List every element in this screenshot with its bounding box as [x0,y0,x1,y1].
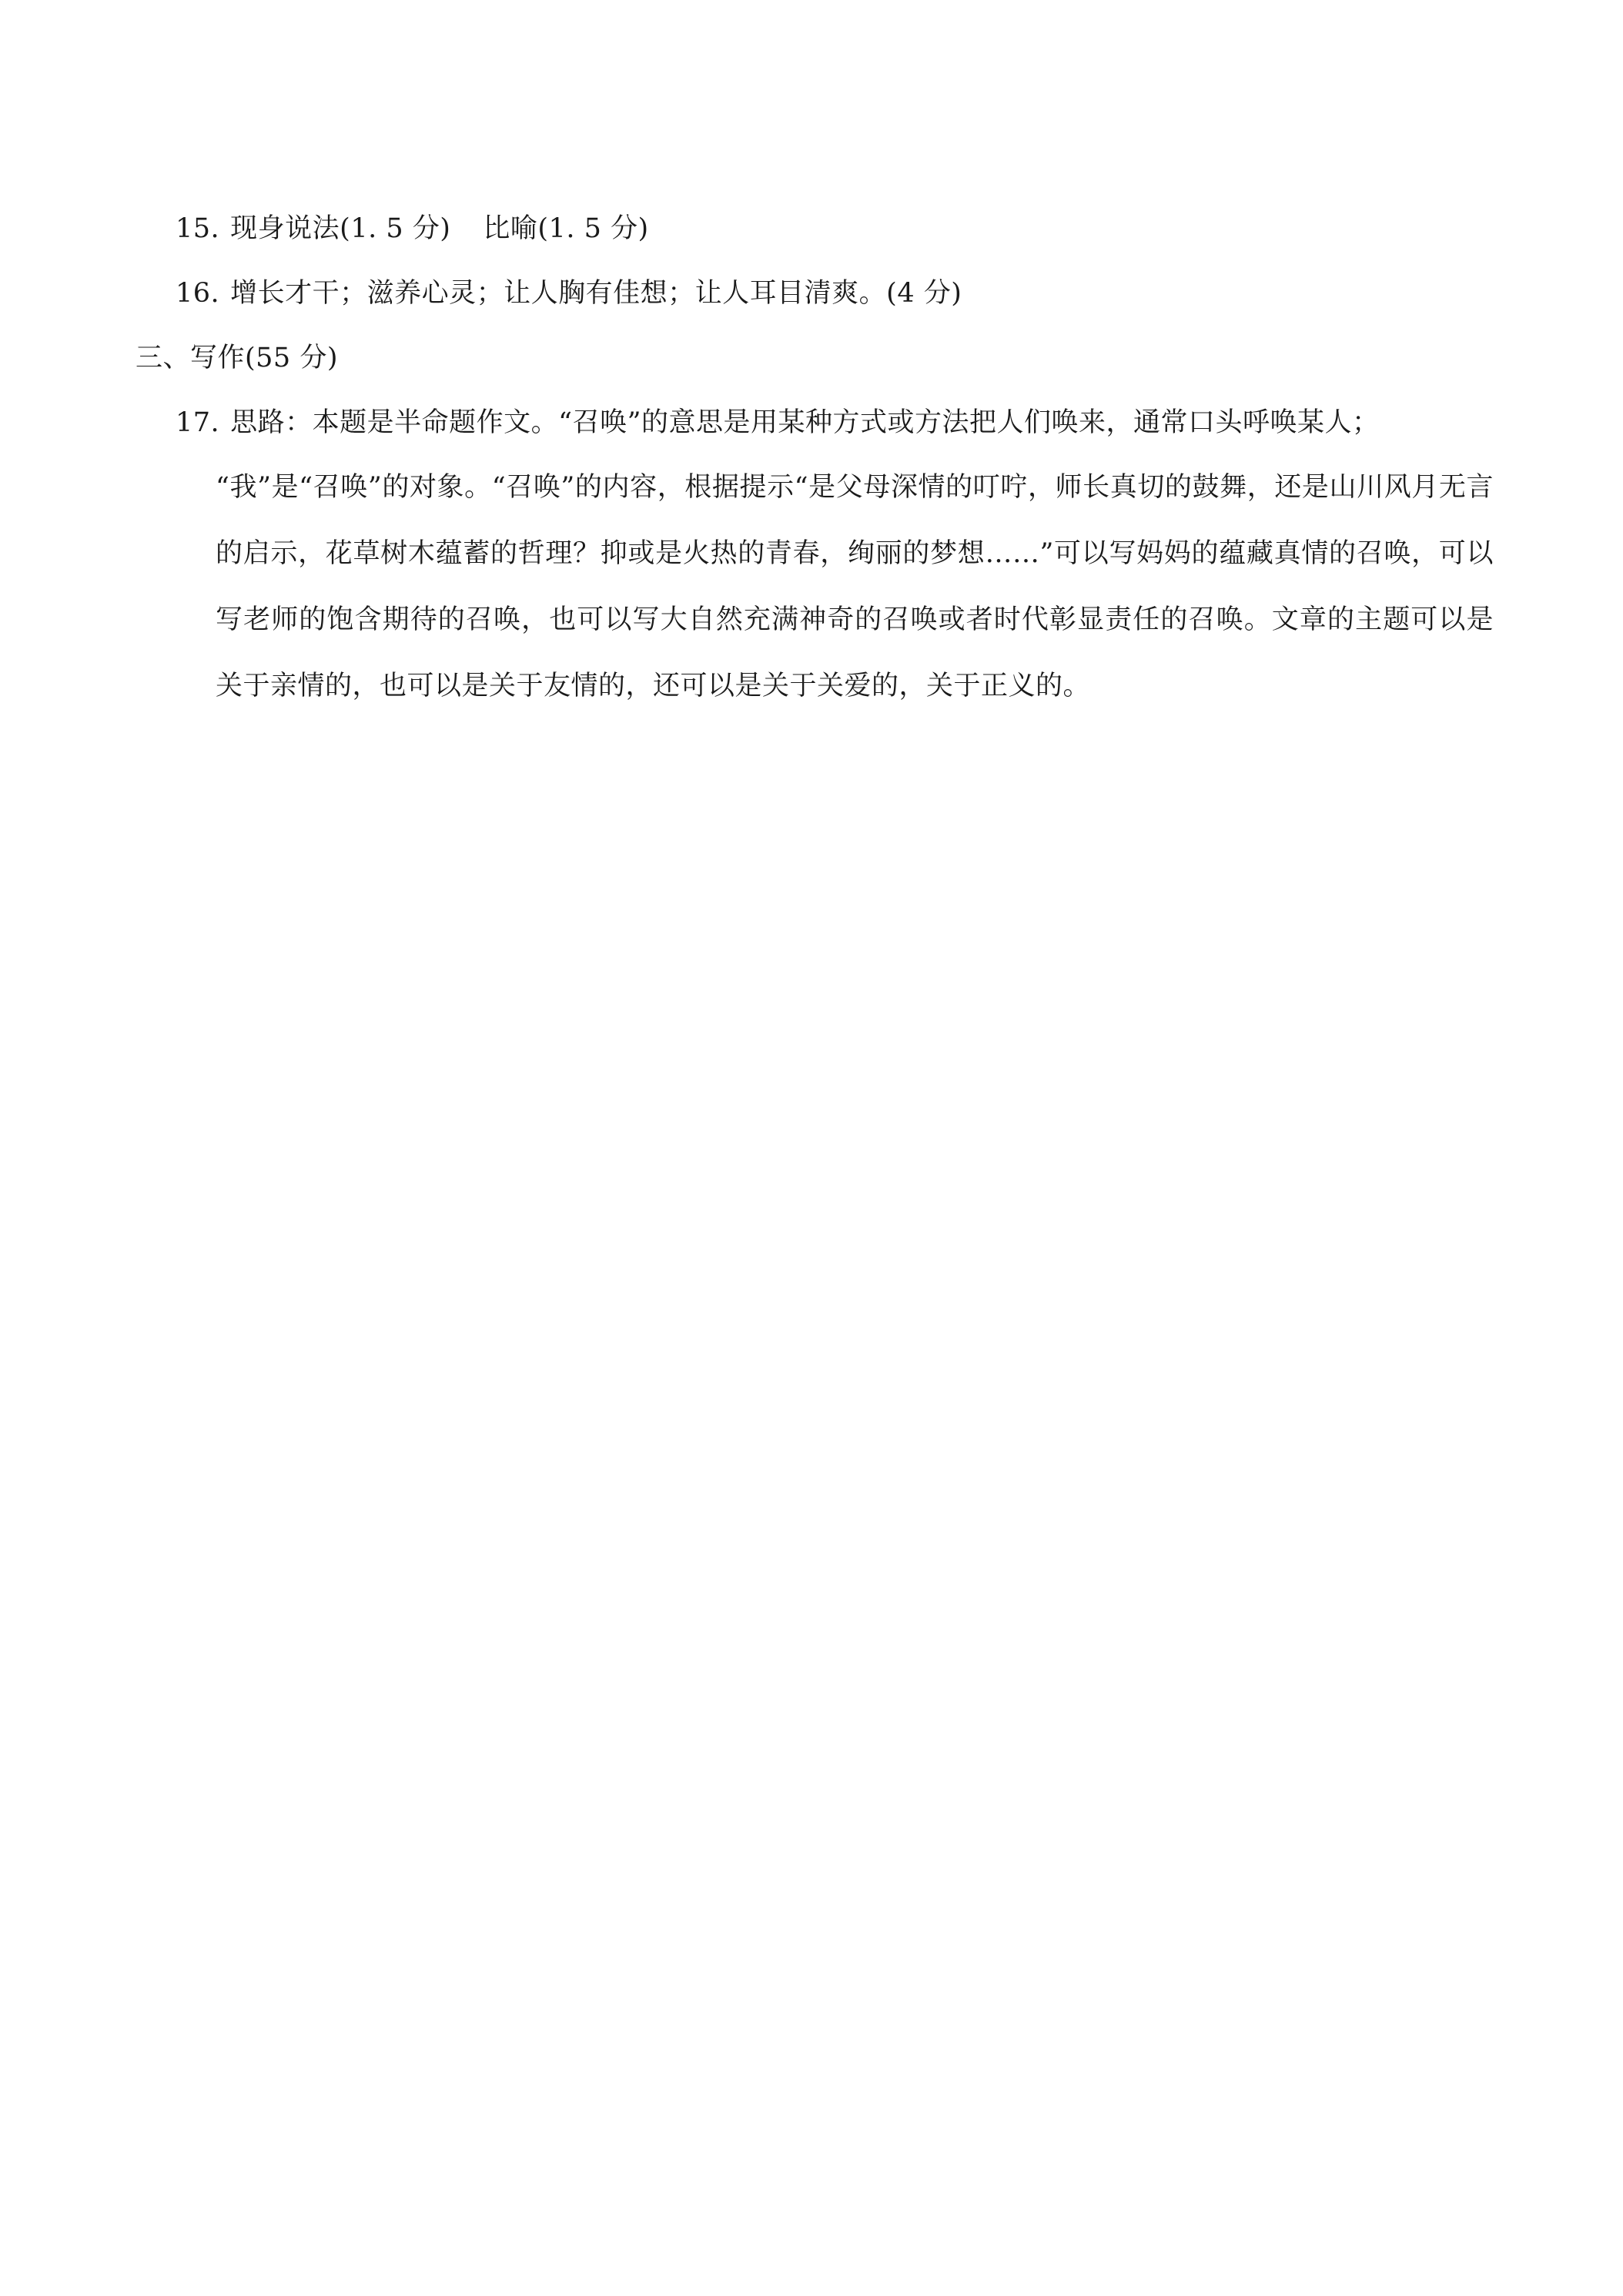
answer-17-continuation: “我”是“召唤”的对象。“召唤”的内容，根据提示“是父母深情的叮咛，师长真切的鼓舞，还是山川风月无言的启示，花草树木蕴蓄的哲理？抑或是火热的青春，绚丽的梦想……”可以写妈妈的蕴藏真情的召唤，可以写老师的饱含期待的召唤，也可以写大自然充满神奇的召唤或者时代彰显责任的召唤。文章的主题可以是关于亲情的，也可以是关于友情的，还可以是关于关爱的，关于正义的。 [216,472,1494,701]
answer-15-number: 15. [176,213,220,244]
section-heading-writing: 三、写作(55 分) [136,343,338,373]
answer-15 [176,209,649,248]
answer-17-number: 17. [176,407,220,438]
answer-17-first-line [176,403,1379,442]
answer-16-number: 16. [176,278,220,309]
answer-15-part-a: 现身说法(1. 5 分) [230,213,451,244]
answer-17-first-line-text: 思路：本题是半命题作文。“召唤”的意思是用某种方式或方法把人们唤来，通常口头呼唤某人； [230,407,1380,438]
answer-16 [176,274,962,313]
answer-16-text: 增长才干；滋养心灵；让人胸有佳想；让人耳目清爽。(4 分) [230,278,962,309]
answer-15-part-b: 比喻(1. 5 分) [483,213,649,244]
